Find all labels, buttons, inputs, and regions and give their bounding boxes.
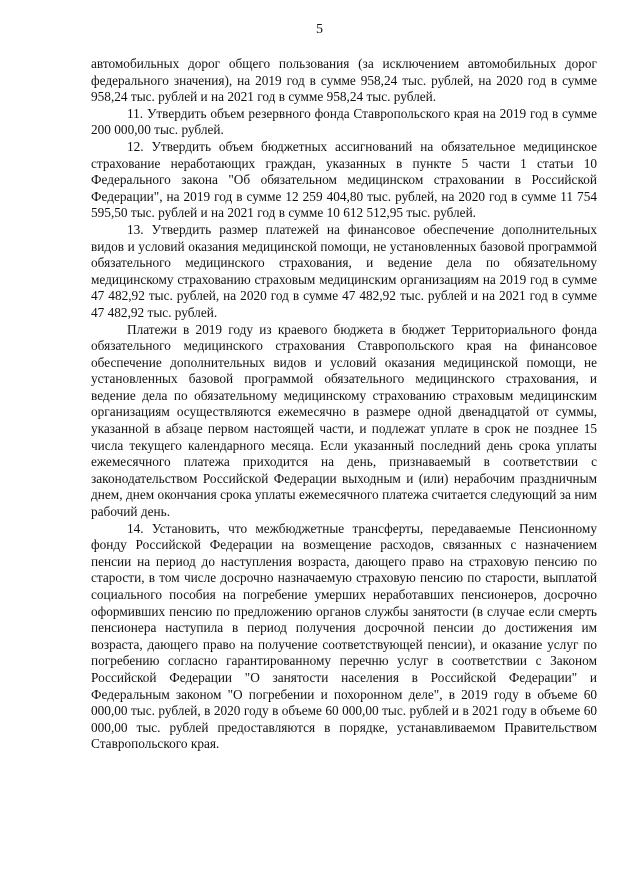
document-body xyxy=(91,56,597,753)
page-number: 5 xyxy=(316,22,323,37)
paragraph-item-12: 12. Утвердить объем бюджетных ассигнований на обязательное медицинское страхование неработающих граждан, указанных в пункте 5 части 1 статьи 10 Федерального закона "Об обязательном медицинском страховании в Российской Федерации", на 2019 год в сумме 12 259 404,80 тыс. рублей, на 2020 год в сумме 11 754 595,50 тыс. рублей и на 2021 год в сумме 10 612 512,95 тыс. рублей. xyxy=(91,138,597,221)
paragraph-item-13: 13. Утвердить размер платежей на финансовое обеспечение дополнительных видов и условий оказания медицинской помощи, не установленных базовой программой обязательного медицинского страхования, и ведение дела по обязательному медицинскому страхованию страховым медицинским организациям на 2019 год в сумме 47 482,92 тыс. рублей, на 2020 год в сумме 47 482,92 тыс. рублей и на 2021 год в сумме 47 482,92 тыс. рублей. xyxy=(91,221,597,320)
paragraph-item-14: 14. Установить, что межбюджетные трансферты, передаваемые Пенсионному фонду Российской Федерации на возмещение расходов, связанных с назначением пенсии на период до наступления возраста, дающего право на страховую пенсию по старости, в том числе досрочно назначаемую страховую пенсию по старости, выплатой социального пособия на погребение умерших неработавших пенсионеров, досрочно оформивших пенсию по предложению органов службы занятости (в случае если смерть пенсионера наступила в период получения досрочной пенсии до достижения им возраста, дающего право на получение соответствующей пенсии), и оказание услуг по погребению согласно гарантированному перечню услуг в соответствии с Законом Российской Федерации "О занятости населения в Российской Федерации" и Федеральным законом "О погребении и похоронном деле", в 2019 году в объеме 60 000,00 тыс. рублей, в 2020 году в объеме 60 000,00 тыс. рублей и в 2021 году в объеме 60 000,00 тыс. рублей предоставляются в порядке, устанавливаемом Правительством Ставропольского края. xyxy=(91,520,597,752)
paragraph-item-11: 11. Утвердить объем резервного фонда Ставропольского края на 2019 год в сумме 200 000,00 тыс. рублей. xyxy=(91,105,597,138)
paragraph-payments: Платежи в 2019 году из краевого бюджета в бюджет Территориального фонда обязательного медицинского страхования Ставропольского края на финансовое обеспечение дополнительных видов и условий оказания медицинской помощи, не установленных базовой программой обязательного медицинского страхования, и ведение дела по обязательному медицинскому страхованию страховым медицинским организациям осуществляются ежемесячно в размере одной двенадцатой от суммы, указанной в абзаце первом настоящей части, и подлежат уплате в срок не позднее 15 числа текущего календарного месяца. Если указанный последний день срока уплаты ежемесячного платежа приходится на день, признаваемый в соответствии с законодательством Российской Федерации выходным и (или) нерабочим праздничным днем, днем окончания срока уплаты ежемесячного платежа считается следующий за ним рабочий день. xyxy=(91,321,597,520)
paragraph-continuation: автомобильных дорог общего пользования (за исключением автомобильных дорог федерального значения), на 2019 год в сумме 958,24 тыс. рублей, на 2020 год в сумме 958,24 тыс. рублей и на 2021 год в сумме 958,24 тыс. рублей. xyxy=(91,56,597,105)
